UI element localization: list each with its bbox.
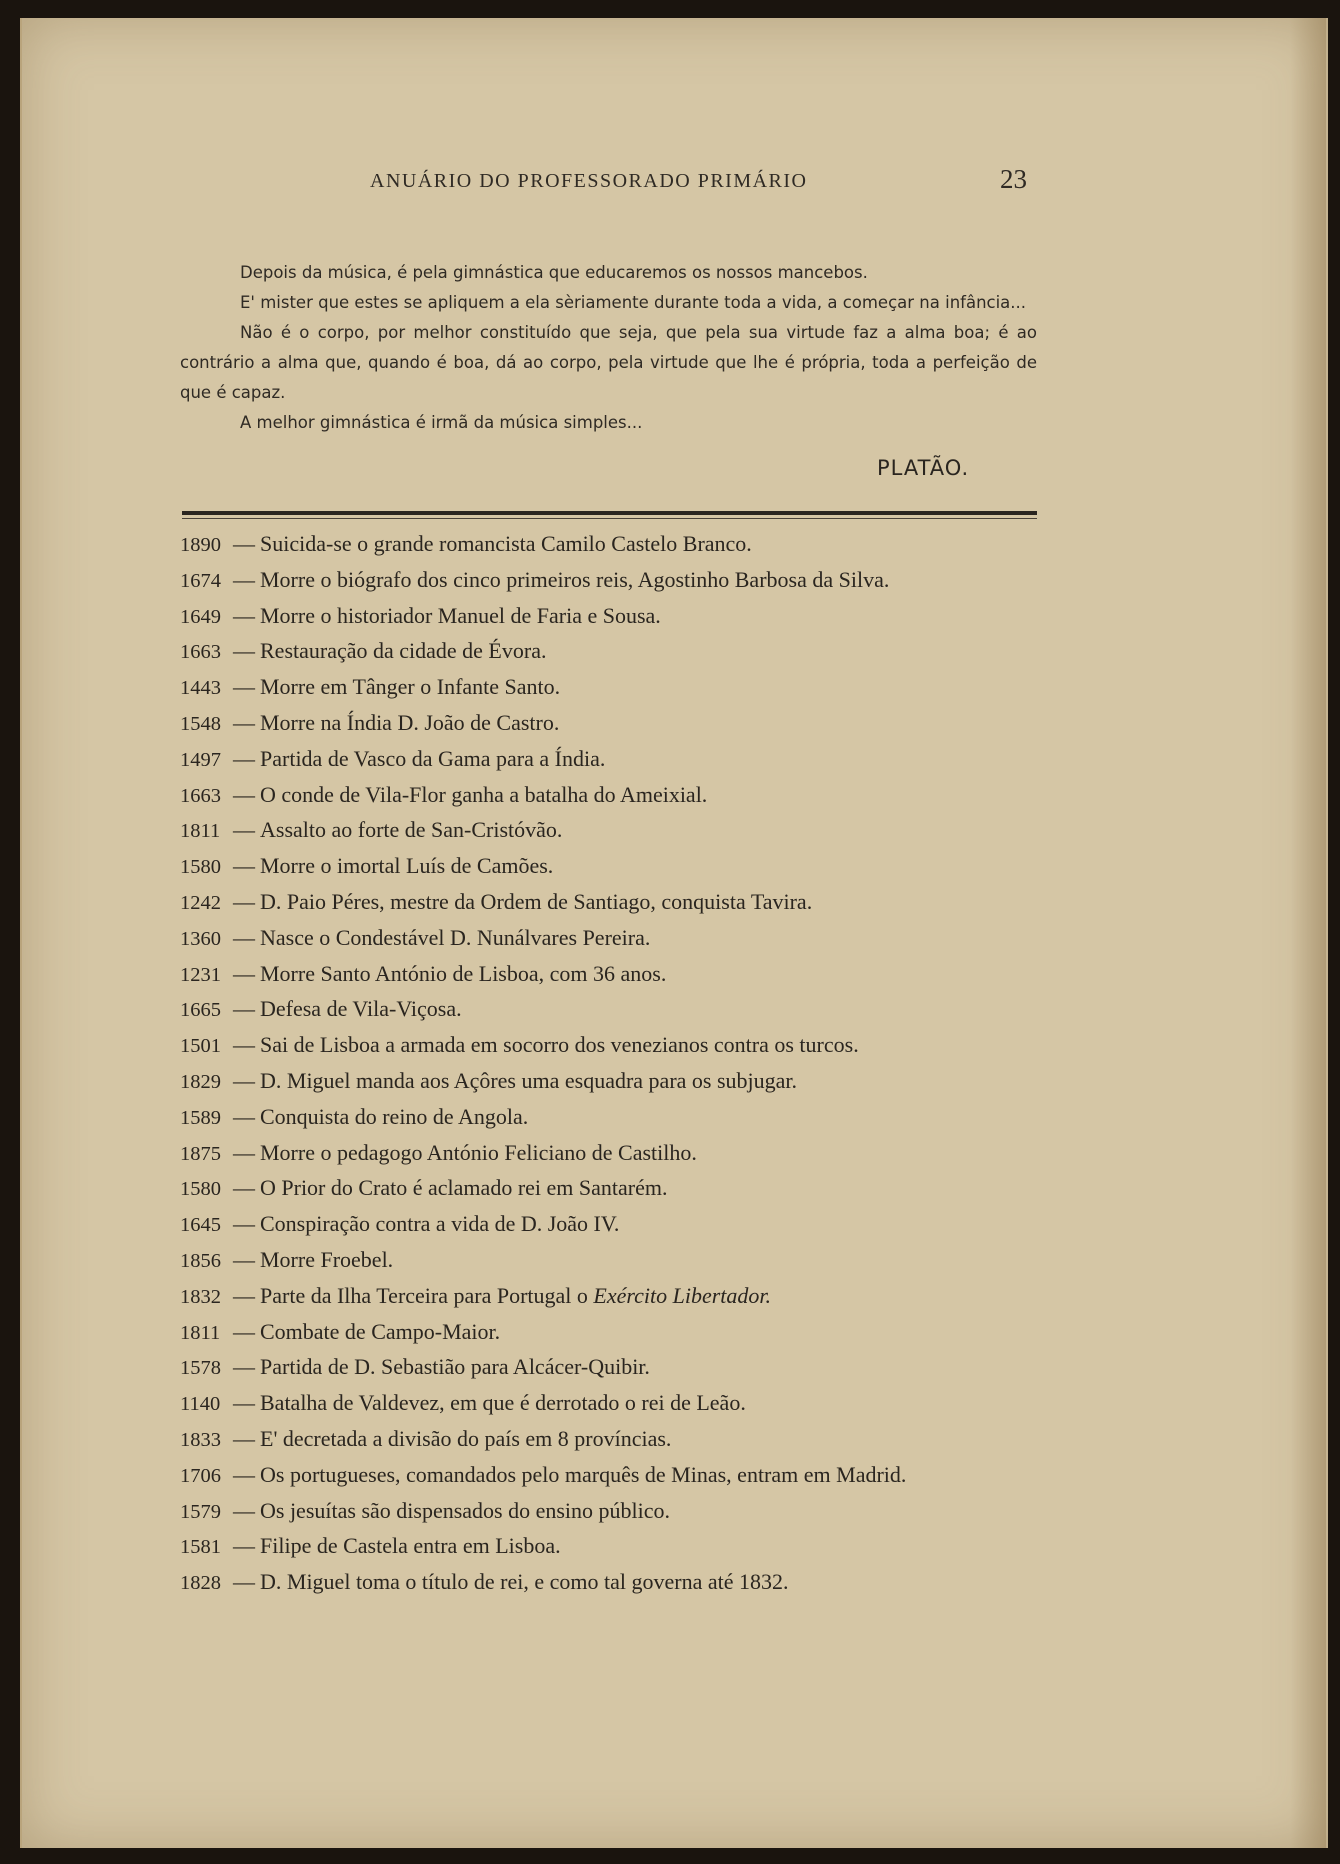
chronology-entry: [180, 812, 1060, 848]
entry-year: 1811: [180, 1321, 221, 1344]
entry-text: Parte da Ilha Terceira para Portugal o: [260, 1282, 588, 1308]
entry-text: Os jesuítas são dispensados do ensino público.: [260, 1497, 671, 1523]
entry-year: 1649: [180, 605, 221, 628]
entry-emphasis: Exército Libertador.: [593, 1282, 772, 1308]
chronology-entry: [180, 777, 1060, 813]
entry-text: Morre Santo António de Lisboa, com 36 anos.: [260, 960, 667, 986]
entry-dash: —: [233, 1497, 255, 1523]
chronology-entry: [180, 1385, 1060, 1421]
chronology-entry: [180, 1421, 1060, 1457]
entry-text: Morre na Índia D. João de Castro.: [260, 709, 560, 735]
chronology-entry: [180, 1349, 1060, 1385]
entry-text: Partida de Vasco da Gama para a Índia.: [260, 745, 606, 771]
quote-author: PLATÃO.: [877, 456, 970, 480]
epigraph-quote: [180, 258, 1037, 438]
entry-text: Os portugueses, comandados pelo marquês de Minas, entram em Madrid.: [260, 1461, 907, 1487]
page-edge-shadow: [1290, 18, 1326, 1848]
chronology-entry: [180, 1493, 1060, 1529]
chronology-entry: [180, 741, 1060, 777]
entry-dash: —: [233, 1067, 255, 1093]
chronology-entry: [180, 1314, 1060, 1350]
entry-year: 1497: [180, 748, 221, 771]
entry-dash: —: [233, 817, 255, 843]
chronology-entry: [180, 633, 1060, 669]
quote-paragraph: Não é o corpo, por melhor constituído que seja, que pela sua virtude faz a alma boa; é ao contrário a alma que, quando é boa, dá ao corpo, pela virtude que lhe é própria, toda a perfeição de que é capaz.: [180, 323, 1037, 402]
entry-year: 1832: [180, 1285, 221, 1308]
entry-year: 1580: [180, 856, 221, 879]
section-divider: [182, 511, 1037, 515]
entry-dash: —: [233, 1139, 255, 1165]
entry-text: Batalha de Valdevez, em que é derrotado o rei de Leão.: [260, 1390, 746, 1416]
entry-year: 1443: [180, 677, 221, 700]
entry-dash: —: [233, 1103, 255, 1129]
entry-year: 1833: [180, 1428, 221, 1451]
entry-dash: —: [233, 1211, 255, 1237]
entry-dash: —: [233, 1569, 255, 1595]
entry-dash: —: [233, 924, 255, 950]
entry-year: 1663: [180, 784, 221, 807]
chronology-entry: [180, 1278, 1060, 1314]
entry-text: O conde de Vila-Flor ganha a batalha do Ameixial.: [260, 781, 708, 807]
entry-text: Suicida-se o grande romancista Camilo Castelo Branco.: [260, 531, 752, 556]
chronology-entry: [180, 1528, 1060, 1564]
entry-dash: —: [233, 888, 255, 914]
quote-paragraph: A melhor gimnástica é irmã da música simples...: [240, 413, 643, 432]
chronology-entry: [180, 1170, 1060, 1206]
entry-year: 1589: [180, 1106, 221, 1129]
entry-dash: —: [233, 1425, 255, 1451]
entry-dash: —: [233, 745, 255, 771]
entry-year: 1501: [180, 1035, 221, 1058]
chronology-entry: [180, 562, 1060, 598]
chronology-list: [180, 526, 1060, 1600]
chronology-entry: [180, 1242, 1060, 1278]
entry-text: Morre o biógrafo dos cinco primeiros reis, Agostinho Barbosa da Silva.: [260, 566, 890, 592]
entry-dash: —: [233, 531, 255, 556]
entry-year: 1645: [180, 1214, 221, 1237]
entry-dash: —: [233, 566, 255, 592]
chronology-entry: [180, 991, 1060, 1027]
entry-year: 1580: [180, 1178, 221, 1201]
chronology-entry: [180, 920, 1060, 956]
entry-year: 1231: [180, 963, 221, 986]
entry-dash: —: [233, 1318, 255, 1344]
entry-dash: —: [233, 709, 255, 735]
entry-dash: —: [233, 996, 255, 1022]
entry-dash: —: [233, 1533, 255, 1559]
entry-year: 1581: [180, 1536, 221, 1559]
entry-text: D. Paio Péres, mestre da Ordem de Santiago, conquista Tavira.: [260, 888, 813, 914]
chronology-entry: [180, 1457, 1060, 1493]
entry-text: Morre Froebel.: [260, 1246, 394, 1272]
chronology-entry: [180, 1099, 1060, 1135]
entry-year: 1856: [180, 1249, 221, 1272]
quote-paragraph: Depois da música, é pela gimnástica que educaremos os nossos mancebos.: [240, 263, 868, 282]
page-number: 23: [1000, 164, 1027, 194]
entry-text: Sai de Lisboa a armada em socorro dos venezianos contra os turcos.: [260, 1032, 859, 1058]
entry-year: 1140: [180, 1393, 221, 1416]
entry-dash: —: [233, 1282, 255, 1308]
chronology-entry: [180, 1063, 1060, 1099]
entry-text: D. Miguel toma o título de rei, e como tal governa até 1832.: [260, 1569, 789, 1595]
running-header: ANUÁRIO DO PROFESSORADO PRIMÁRIO: [370, 170, 808, 192]
entry-dash: —: [233, 1390, 255, 1416]
entry-year: 1578: [180, 1357, 221, 1380]
entry-text: Nasce o Condestável D. Nunálvares Pereira.: [260, 924, 651, 950]
quote-paragraph: E' mister que estes se apliquem a ela sèriamente durante toda a vida, a começar na infância...: [240, 293, 1027, 312]
chronology-entry: [180, 1027, 1060, 1063]
entry-text: Defesa de Vila-Viçosa.: [260, 996, 462, 1022]
chronology-entry: [180, 526, 1060, 562]
entry-year: 1674: [180, 569, 221, 592]
chronology-entry: [180, 669, 1060, 705]
entry-dash: —: [233, 960, 255, 986]
entry-dash: —: [233, 674, 255, 700]
entry-year: 1548: [180, 712, 221, 735]
entry-dash: —: [233, 1175, 255, 1201]
chronology-entry: [180, 1135, 1060, 1171]
entry-dash: —: [233, 1461, 255, 1487]
entry-text: Morre o imortal Luís de Camões.: [260, 853, 554, 879]
entry-year: 1579: [180, 1500, 221, 1523]
entry-text: Morre o historiador Manuel de Faria e Sousa.: [260, 602, 661, 628]
entry-year: 1875: [180, 1142, 221, 1165]
chronology-entry: [180, 956, 1060, 992]
entry-text: Morre em Tânger o Infante Santo.: [260, 674, 561, 700]
entry-text: Morre o pedagogo António Feliciano de Castilho.: [260, 1139, 697, 1165]
entry-dash: —: [233, 1246, 255, 1272]
chronology-entry: [180, 848, 1060, 884]
entry-dash: —: [233, 1032, 255, 1058]
entry-year: 1665: [180, 999, 221, 1022]
chronology-entry: [180, 598, 1060, 634]
entry-text: Restauração da cidade de Évora.: [260, 638, 547, 664]
entry-dash: —: [233, 781, 255, 807]
entry-year: 1706: [180, 1464, 221, 1487]
entry-year: 1663: [180, 641, 221, 664]
chronology-entry: [180, 1564, 1060, 1600]
entry-dash: —: [233, 1354, 255, 1380]
entry-text: Filipe de Castela entra em Lisboa.: [260, 1533, 561, 1559]
chronology-entry: [180, 705, 1060, 741]
entry-text: Partida de D. Sebastião para Alcácer-Quibir.: [260, 1354, 650, 1380]
entry-year: 1828: [180, 1572, 221, 1595]
entry-text: E' decretada a divisão do país em 8 províncias.: [260, 1425, 672, 1451]
entry-year: 1811: [180, 820, 221, 843]
entry-text: Combate de Campo-Maior.: [260, 1318, 501, 1344]
entry-text: Assalto ao forte de San-Cristóvão.: [260, 817, 563, 843]
section-divider-thin: [182, 518, 1037, 519]
chronology-entry: [180, 884, 1060, 920]
entry-dash: —: [233, 853, 255, 879]
entry-text: Conquista do reino de Angola.: [260, 1103, 529, 1129]
entry-dash: —: [233, 638, 255, 664]
entry-text: Conspiração contra a vida de D. João IV.: [260, 1211, 620, 1237]
entry-dash: —: [233, 602, 255, 628]
entry-text: O Prior do Crato é aclamado rei em Santarém.: [260, 1175, 668, 1201]
entry-year: 1242: [180, 891, 221, 914]
entry-year: 1829: [180, 1070, 221, 1093]
entry-text: D. Miguel manda aos Açôres uma esquadra para os subjugar.: [260, 1067, 798, 1093]
entry-year: 1360: [180, 927, 221, 950]
entry-year: 1890: [180, 534, 221, 556]
chronology-entry: [180, 1206, 1060, 1242]
